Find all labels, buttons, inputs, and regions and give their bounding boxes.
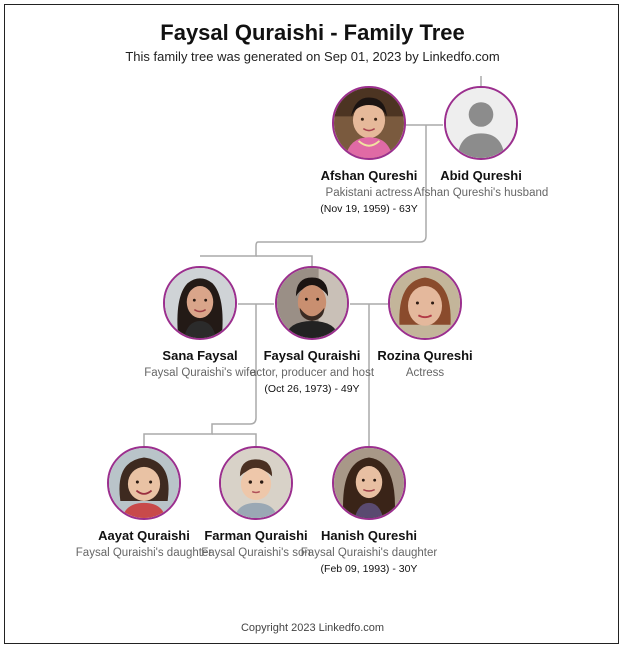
- sana-faysal-name: Sana Faysal: [162, 348, 238, 363]
- abid-qureshi-name: Abid Qureshi: [440, 168, 522, 183]
- rozina-qureshi-role: Actress: [405, 367, 445, 379]
- aayat-quraishi-name: Aayat Quraishi: [98, 528, 190, 543]
- afshan-qureshi-dates: (Nov 19, 1959) - 63Y: [320, 203, 418, 215]
- farman-quraishi-role: Faysal Quraishi's son: [201, 547, 311, 559]
- abid-qureshi-role: Afshan Qureshi's husband: [413, 187, 549, 199]
- faysal-quraishi-role: actor, producer and host: [249, 367, 375, 379]
- afshan-qureshi-name: Afshan Qureshi: [320, 168, 418, 183]
- page-title: Faysal Quraishi - Family Tree: [160, 20, 465, 45]
- rozina-qureshi-name: Rozina Qureshi: [377, 348, 473, 363]
- hanish-qureshi-name: Hanish Qureshi: [320, 528, 418, 543]
- abid-qureshi-placeholder-avatar: [444, 86, 518, 160]
- faysal-quraishi-photo: [275, 266, 349, 340]
- hanish-qureshi-dates: (Feb 09, 1993) - 30Y: [320, 563, 418, 575]
- aayat-quraishi-photo: [107, 446, 181, 520]
- farman-quraishi-name: Farman Quraishi: [204, 528, 308, 543]
- hanish-qureshi-photo: [332, 446, 406, 520]
- farman-quraishi-photo: [219, 446, 293, 520]
- afshan-qureshi-role: Pakistani actress: [325, 187, 413, 199]
- person-hanish-qureshi[interactable]: [294, 446, 444, 575]
- person-rozina-qureshi[interactable]: [350, 266, 500, 379]
- sana-faysal-photo: [163, 266, 237, 340]
- connector-faysal-down: [256, 256, 312, 266]
- aayat-quraishi-role: Faysal Quraishi's daughter: [75, 547, 213, 559]
- faysal-quraishi-dates: (Oct 26, 1973) - 49Y: [264, 383, 360, 395]
- connector-farman-up: [212, 434, 256, 446]
- sana-faysal-role: Faysal Quraishi's wife: [144, 367, 256, 379]
- faysal-quraishi-name: Faysal Quraishi: [263, 348, 361, 363]
- copyright-footer: Copyright 2023 Linkedfo.com: [240, 622, 385, 634]
- rozina-qureshi-photo: [388, 266, 462, 340]
- hanish-qureshi-role: Faysal Quraishi's daughter: [300, 547, 438, 559]
- page-subtitle: This family tree was generated on Sep 01, 2023 by Linkedfo.com: [125, 49, 500, 64]
- afshan-qureshi-photo: [332, 86, 406, 160]
- person-abid-qureshi[interactable]: [406, 86, 556, 199]
